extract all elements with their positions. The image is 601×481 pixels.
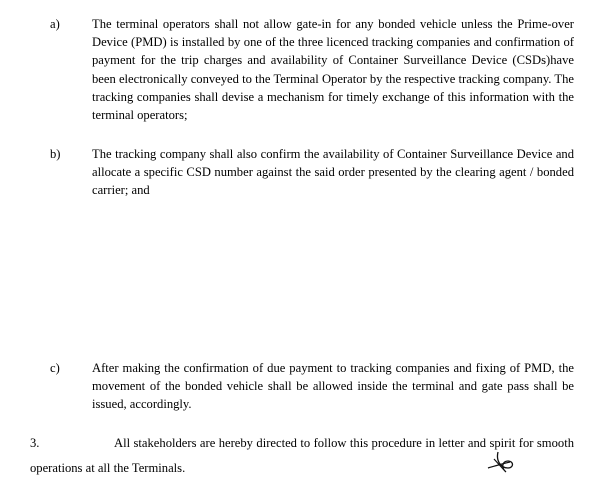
list-marker-b: b): [50, 147, 61, 161]
list-text-c: After making the confirmation of due payment to tracking companies and fixing of PMD, the movement of the bonded vehicle shall be allowed inside the terminal and gate pass shall be issued, accordingly.: [92, 361, 574, 412]
paragraph-3-number: 3.: [30, 436, 40, 450]
signature-icon: [484, 446, 524, 474]
list-marker-a: a): [50, 17, 60, 31]
paragraph-3-text: All stakeholders are hereby directed to follow this procedure in letter and spirit for smooth operations at all the Terminals.: [30, 436, 574, 475]
list-marker-c: c): [50, 361, 60, 375]
list-text-a: The terminal operators shall not allow gate-in for any bonded vehicle unless the Prime-over Device (PMD) is installed by one of the three licenced tracking companies and confirmation of payment for the trip charges and availability of Container Surveillance Device (CSDs)have been electronically conveyed to the Terminal Operator by the respective tracking company. The tracking companies shall devise a mechanism for timely exchange of this information with the terminal operators;: [92, 17, 574, 123]
list-text-b: The tracking company shall also confirm the availability of Container Surveillance Device and allocate a specific CSD number against the said order presented by the clearing agent / bonded carrier; and: [92, 147, 574, 198]
